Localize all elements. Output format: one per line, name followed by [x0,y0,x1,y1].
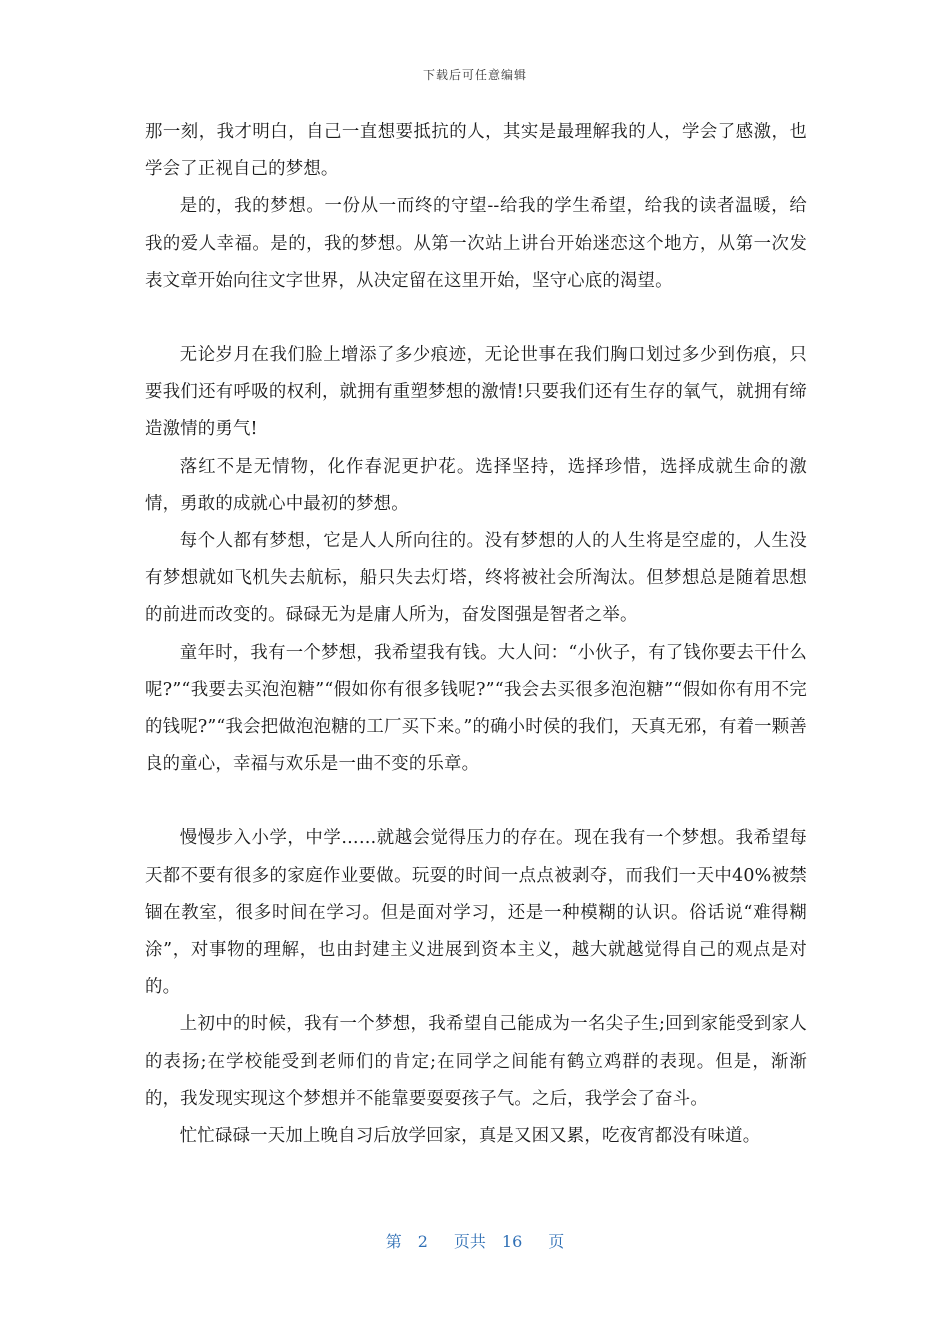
document-body [145,114,807,1155]
page-header: 下载后可任意编辑 [422,68,527,82]
paragraph-continued: 那一刻，我才明白，自己一直想要抵抗的人，其实是最理解我的人，学会了感激，也学会了正视自己的梦想。 [145,122,807,180]
paragraph: 童年时，我有一个梦想，我希望我有钱。大人问：“小伙子，有了钱你要去干什么呢?”“我要去买泡泡糖”“假如你有很多钱呢?”“我会去买很多泡泡糖”“假如你有用不完的钱呢?”“我会把做泡泡糖的工厂买下来。”的确小时侯的我们，天真无邪，有着一颗善良的童心，幸福与欢乐是一曲不变的乐章。 [145,642,807,775]
paragraph: 每个人都有梦想，它是人人所向往的。没有梦想的人的人生将是空虚的，人生没有梦想就如飞机失去航标，船只失去灯塔，终将被社会所淘汰。但梦想总是随着思想的前进而改变的。碌碌无为是庸人所为，奋发图强是智者之举。 [145,531,807,626]
footer-page-label: 第 [385,1232,402,1251]
paragraph-gap [145,300,807,337]
paragraph-gap [145,783,807,820]
footer-page-mid: 页共 [453,1232,486,1251]
page-footer [0,1229,950,1252]
footer-page-end: 页 [548,1232,565,1251]
footer-total-pages: 16 [501,1232,523,1251]
paragraph: 慢慢步入小学，中学……就越会觉得压力的存在。现在我有一个梦想。我希望每天都不要有很多的家庭作业要做。玩耍的时间一点点被剥夺，而我们一天中40%被禁锢在教室，很多时间在学习。但是面对学习，还是一种模糊的认识。俗话说“难得糊涂”，对事物的理解，也由封建主义进展到资本主义，越大就越觉得自己的观点是对的。 [145,828,807,998]
paragraph: 忙忙碌碌一天加上晚自习后放学回家，真是又困又累，吃夜宵都没有味道。 [179,1126,761,1147]
footer-page-number: 2 [417,1232,428,1251]
paragraph: 上初中的时候，我有一个梦想，我希望自己能成为一名尖子生;回到家能受到家人的表扬;在学校能受到老师们的肯定;在同学之间能有鹤立鸡群的表现。但是，渐渐的，我发现实现这个梦想并不能靠要耍耍孩子气。之后，我学会了奋斗。 [145,1014,807,1109]
paragraph: 落红不是无情物，化作春泥更护花。选择坚持，选择珍惜，选择成就生命的激情，勇敢的成就心中最初的梦想。 [145,456,807,514]
paragraph: 是的，我的梦想。一份从一而终的守望--给我的学生希望，给我的读者温暖，给我的爱人幸福。是的，我的梦想。从第一次站上讲台开始迷恋这个地方，从第一次发表文章开始向往文字世界，从决定留在这里开始，坚守心底的渴望。 [145,196,807,291]
paragraph: 无论岁月在我们脸上增添了多少痕迹，无论世事在我们胸口划过多少到伤痕，只要我们还有呼吸的权利，就拥有重塑梦想的激情!只要我们还有生存的氧气，就拥有缔造激情的勇气! [145,345,807,440]
